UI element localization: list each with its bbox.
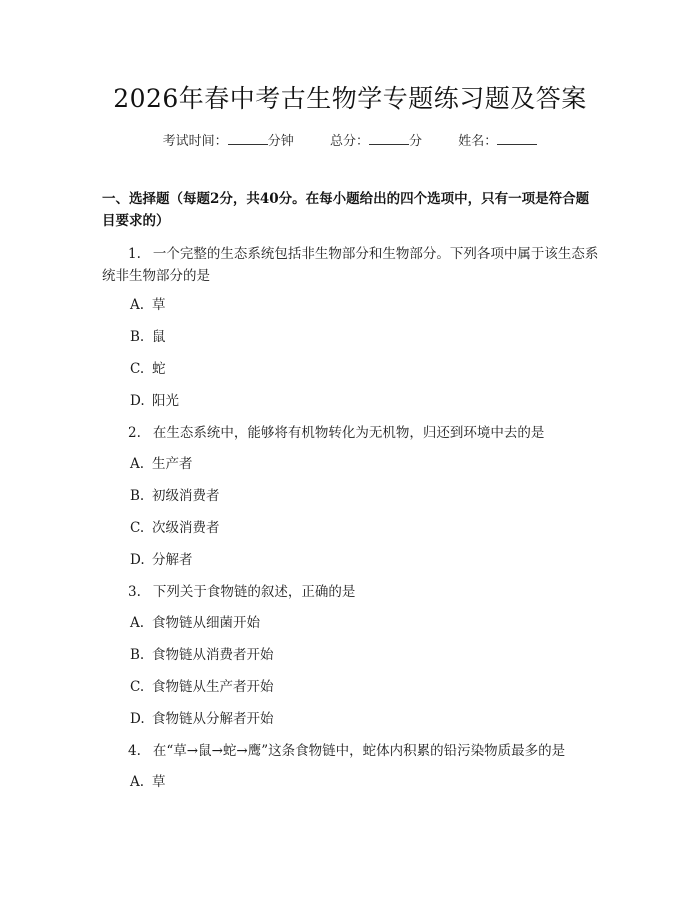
option-letter: B. — [130, 488, 145, 504]
option-text: 生产者 — [152, 456, 193, 472]
question-number: 1. — [128, 246, 141, 262]
option-text: 初级消费者 — [152, 488, 220, 504]
option-text: 次级消费者 — [152, 520, 220, 536]
option-1a — [130, 295, 166, 315]
question-text: 在“草→鼠→蛇→鹰”这条食物链中，蛇体内积累的铅污染物质最多的是 — [152, 743, 566, 759]
option-letter: C. — [130, 520, 145, 536]
question-number: 3. — [128, 584, 141, 600]
option-2a — [130, 454, 193, 474]
question-2 — [102, 422, 602, 444]
option-text: 食物链从生产者开始 — [152, 679, 274, 695]
time-unit: 分钟 — [267, 134, 294, 149]
option-letter: D. — [130, 552, 145, 568]
question-number: 2. — [128, 425, 141, 441]
question-1 — [102, 243, 602, 287]
option-1d — [130, 391, 179, 411]
question-text: 一个完整的生态系统包括非生物部分和生物部分。下列各项中属于该生态系统非生物部分的是 — [102, 246, 599, 284]
question-3 — [102, 581, 602, 603]
option-letter: B. — [130, 329, 145, 345]
option-3a — [130, 613, 260, 633]
option-3d — [130, 709, 274, 729]
option-4a — [130, 772, 166, 792]
score-label: 总分： — [329, 134, 369, 149]
option-2b — [130, 486, 220, 506]
option-text: 食物链从分解者开始 — [152, 711, 274, 727]
option-letter: B. — [130, 647, 145, 663]
option-letter: A. — [130, 615, 145, 631]
time-label: 考试时间： — [162, 134, 228, 149]
exam-title: 2026年春中考古生物学专题练习题及答案 — [113, 84, 587, 113]
option-text: 鼠 — [152, 329, 166, 345]
option-text: 草 — [152, 774, 166, 790]
option-text: 食物链从消费者开始 — [152, 647, 274, 663]
option-3c — [130, 677, 274, 697]
question-number: 4. — [128, 743, 141, 759]
score-unit: 分 — [409, 134, 423, 149]
option-3b — [130, 645, 274, 665]
option-1b — [130, 327, 166, 347]
name-label: 姓名： — [458, 134, 498, 149]
option-letter: C. — [130, 679, 145, 695]
option-letter: D. — [130, 711, 145, 727]
score-blank — [369, 131, 409, 145]
exam-meta — [0, 131, 700, 152]
option-1c — [130, 359, 166, 379]
question-4 — [102, 740, 602, 762]
option-text: 草 — [152, 297, 166, 313]
time-blank — [228, 131, 268, 145]
option-text: 阳光 — [152, 393, 179, 409]
option-text: 蛇 — [152, 361, 166, 377]
option-2c — [130, 518, 220, 538]
option-letter: D. — [130, 393, 145, 409]
option-letter: C. — [130, 361, 145, 377]
option-letter: A. — [130, 297, 145, 313]
section-heading: 一、选择题（每题2分，共40分。在每小题给出的四个选项中，只有一项是符合题目要求的） — [102, 191, 590, 229]
option-2d — [130, 550, 193, 570]
question-text: 下列关于食物链的叙述，正确的是 — [152, 584, 356, 600]
option-text: 食物链从细菌开始 — [152, 615, 260, 631]
question-text: 在生态系统中，能够将有机物转化为无机物，归还到环境中去的是 — [152, 425, 545, 441]
name-blank — [497, 131, 537, 145]
option-text: 分解者 — [152, 552, 193, 568]
option-letter: A. — [130, 456, 145, 472]
option-letter: A. — [130, 774, 145, 790]
